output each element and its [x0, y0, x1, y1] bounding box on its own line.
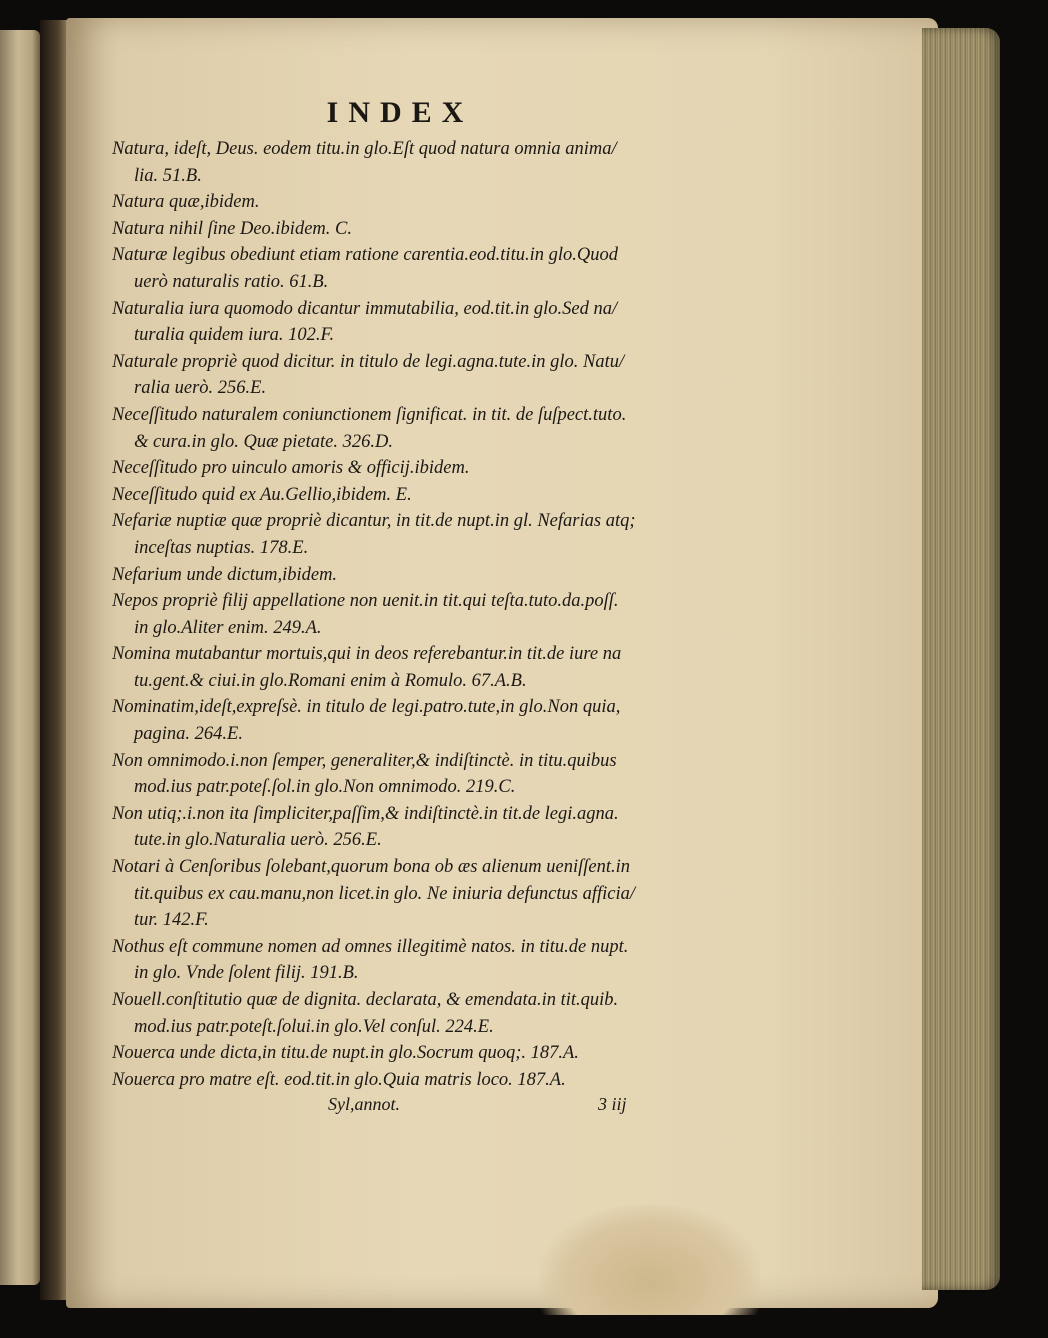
- index-line: in glo.Aliter enim. 249.A.: [134, 617, 322, 638]
- index-line: Naturale propriè quod dicitur. in titulo de legi.agna.tute.in glo. Natu/: [112, 351, 625, 372]
- page-edges: [922, 28, 1000, 1290]
- index-heading: INDEX: [326, 96, 474, 129]
- index-line: Nominatim,ideſt,expreſsè. in titulo de legi.patro.tute,in glo.Non quia,: [112, 697, 621, 718]
- index-line: pagina. 264.E.: [134, 724, 243, 745]
- index-line: Neceſſitudo pro uinculo amoris & officij.ibidem.: [112, 458, 470, 479]
- index-line: tu.gent.& ciui.in glo.Romani enim à Romulo. 67.A.B.: [134, 670, 527, 691]
- index-line: uerò naturalis ratio. 61.B.: [134, 271, 329, 292]
- index-line: Nouerca unde dicta,in titu.de nupt.in glo.Socrum quoq;. 187.A.: [112, 1043, 579, 1064]
- index-line: mod.ius patr.poteſt.ſolui.in glo.Vel conſul. 224.E.: [134, 1016, 494, 1037]
- index-line: tit.quibus ex cau.manu,non licet.in glo. Ne iniuria defunctus afficia/: [134, 883, 635, 904]
- index-line: Nefariæ nuptiæ quæ propriè dicantur, in tit.de nupt.in gl. Nefarias atq;: [112, 511, 636, 532]
- index-line: & cura.in glo. Quæ pietate. 326.D.: [134, 431, 393, 452]
- index-line: Nothus eſt commune nomen ad omnes illegitimè natos. in titu.de nupt.: [112, 936, 629, 957]
- index-line: Natura, ideſt, Deus. eodem titu.in glo.Eſt quod natura omnia anima/: [112, 139, 617, 159]
- water-stain: [540, 1205, 760, 1315]
- index-entries: [112, 136, 722, 1093]
- index-line: ralia uerò. 256.E.: [134, 378, 267, 399]
- index-line: Nefarium unde dictum,ibidem.: [112, 564, 338, 585]
- leaf-number: 3 iij: [598, 1094, 627, 1114]
- index-line: Naturæ legibus obediunt etiam ratione carentia.eod.titu.in glo.Quod: [112, 245, 618, 266]
- index-line: Natura quæ,ibidem.: [112, 192, 260, 213]
- index-line: Non utiq;.i.non ita ſimpliciter,paſſim,& indiſtinctè.in tit.de legi.agna.: [112, 803, 619, 824]
- index-line: Nepos propriè filij appellatione non uenit.in tit.qui teſta.tuto.da.poſſ.: [112, 591, 619, 612]
- index-line: Nomina mutabantur mortuis,qui in deos referebantur.in tit.de iure na: [112, 644, 622, 665]
- index-line: Natura nihil ſine Deo.ibidem. C.: [112, 218, 352, 239]
- signature-mark: Syl,annot.: [328, 1094, 400, 1114]
- index-line: mod.ius patr.poteſ.ſol.in glo.Non omnimodo. 219.C.: [134, 777, 516, 798]
- index-line: tute.in glo.Naturalia uerò. 256.E.: [134, 830, 382, 851]
- index-line: Nouell.conſtitutio quæ de dignita. declarata, & emendata.in tit.quib.: [112, 990, 619, 1010]
- index-line: tur. 142.F.: [134, 910, 209, 931]
- index-line: lia. 51.B.: [134, 165, 202, 186]
- left-page-edge: [0, 30, 40, 1285]
- index-line: Neceſſitudo quid ex Au.Gellio,ibidem. E.: [112, 484, 412, 505]
- index-line: turalia quidem iura. 102.F.: [134, 325, 335, 346]
- index-line: inceſtas nuptias. 178.E.: [134, 537, 309, 558]
- index-line: Neceſſitudo naturalem coniunctionem ſignificat. in tit. de ſuſpect.tuto.: [112, 404, 627, 425]
- index-line: Non omnimodo.i.non ſemper, generaliter,& indiſtinctè. in titu.quibus: [112, 750, 617, 771]
- index-line: Naturalia iura quomodo dicantur immutabilia, eod.tit.in glo.Sed na/: [112, 298, 618, 319]
- index-line: Nouerca pro matre eſt. eod.tit.in glo.Quia matris loco. 187.A.: [112, 1069, 566, 1090]
- index-line: Notari à Cenſoribus ſolebant,quorum bona ob æs alienum ueniſſent.in: [112, 857, 630, 878]
- index-line: in glo. Vnde ſolent filij. 191.B.: [134, 963, 359, 984]
